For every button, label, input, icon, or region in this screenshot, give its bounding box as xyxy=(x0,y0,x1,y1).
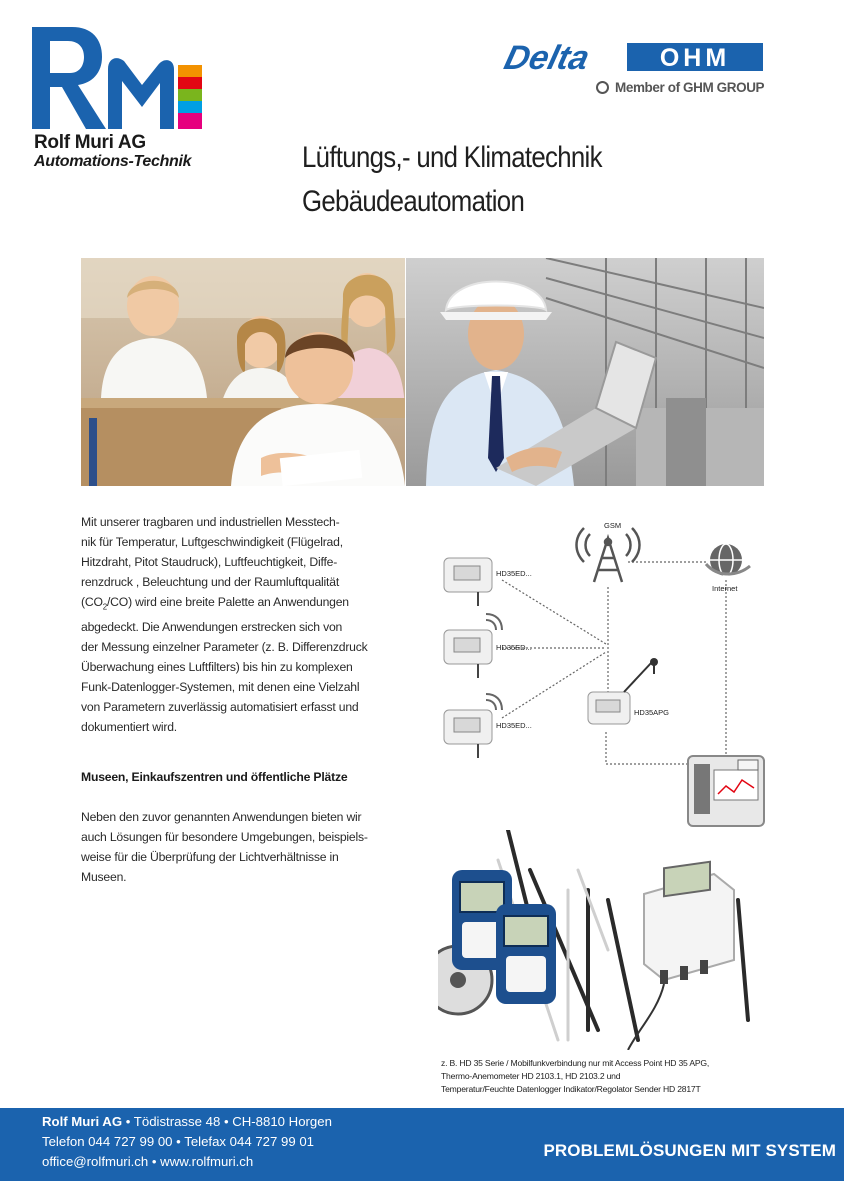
product-photo xyxy=(438,830,778,1050)
intro-line: Überwachung eines Luftfilters) bis hin zu komplexen xyxy=(81,660,353,675)
footer-address-line xyxy=(42,1112,332,1132)
rolf-muri-logo xyxy=(30,25,230,175)
classroom-photo xyxy=(81,258,405,486)
footer-phone: Telefon 044 727 99 00 • Telefax 044 727 99 01 xyxy=(42,1134,315,1149)
footer-address: • Tödistrasse 48 • CH-8810 Horgen xyxy=(122,1114,332,1129)
engineer-photo xyxy=(406,258,764,486)
museum-line: Neben den zuvor genannten Anwendungen bieten wir xyxy=(81,810,362,824)
logo-tagline: Automations-Technik xyxy=(34,153,192,170)
delta-wordmark: Delta xyxy=(500,39,594,77)
intro-paragraph xyxy=(81,512,411,737)
page-title xyxy=(302,136,602,224)
computer-icon xyxy=(688,756,764,826)
museum-line: auch Lösungen für besondere Umgebungen, beispiels- xyxy=(81,830,368,844)
museum-heading: Museen, Einkaufszentren und öffentliche Plätze xyxy=(81,770,348,784)
intro-line: dokumentiert wird. xyxy=(81,720,177,735)
intro-line: Hitzdraht, Pitot Staudruck), Luftfeuchtigkeit, Diffe- xyxy=(81,555,338,569)
co2-subscript: 2 xyxy=(102,602,107,612)
logger-device-icon xyxy=(444,614,502,678)
title-line-2: Gebäudeautomation xyxy=(302,185,525,218)
caption-line: Temperatur/Feuchte Datenlogger Indikator/Regolator Sender HD 2817T xyxy=(441,1084,701,1094)
ohm-wordmark: OHM xyxy=(659,44,731,72)
internet-globe-icon xyxy=(706,544,750,576)
footer-company: Rolf Muri AG xyxy=(42,1114,123,1129)
intro-line: Funk-Datenlogger-Systemen, mit denen eine Vielzahl xyxy=(81,680,360,695)
footer-contact xyxy=(42,1112,332,1172)
intro-line: renzdruck , Beleuchtung und der Raumluftqualität xyxy=(81,575,340,589)
footer-bar xyxy=(0,1108,844,1181)
caption-line: z. B. HD 35 Serie / Mobilfunkverbindung nur mit Access Point HD 35 APG, xyxy=(441,1058,710,1068)
logger-label: HD35ED... xyxy=(496,721,532,730)
footer-web[interactable]: office@rolfmuri.ch • www.rolfmuri.ch xyxy=(42,1154,254,1169)
network-diagram xyxy=(438,512,778,830)
intro-line-co2 xyxy=(81,592,411,617)
product-caption xyxy=(441,1057,781,1096)
ring-icon xyxy=(596,81,609,94)
title-line-1: Lüftungs,- und Klimatechnik xyxy=(302,141,602,174)
internet-label: Internet xyxy=(712,584,738,593)
co2-suffix: /CO) wird eine breite Palette an Anwendungen xyxy=(107,595,349,609)
delta-ohm-wordmark-icon xyxy=(497,35,767,77)
gsm-label: GSM xyxy=(604,521,622,530)
caption-line: Thermo-Anemometer HD 2103.1, HD 2103.2 und xyxy=(441,1071,621,1081)
intro-line: von Parametern zuverlässig automatisiert erfasst und xyxy=(81,700,359,715)
museum-line: weise für die Überprüfung der Lichtverhältnisse in xyxy=(81,850,339,864)
gsm-tower-icon xyxy=(577,528,640,582)
intro-line: nik für Temperatur, Luftgeschwindigkeit (Flügelrad, xyxy=(81,535,343,549)
access-point-label: HD35APG xyxy=(634,708,670,717)
footer-slogan: PROBLEMLÖSUNGEN MIT SYSTEM xyxy=(543,1141,836,1160)
museum-paragraph xyxy=(81,807,411,887)
logger-label: HD35ED... xyxy=(496,569,532,578)
intro-line: der Messung einzelner Parameter (z. B. Differenzdruck xyxy=(81,640,368,655)
intro-line: abgedeckt. Die Anwendungen erstrecken sich von xyxy=(81,620,343,635)
logger-device-icon xyxy=(444,558,492,606)
logo-company-name: Rolf Muri AG xyxy=(34,132,146,153)
logger-device-icon xyxy=(444,694,502,758)
museum-line: Museen. xyxy=(81,870,127,884)
logger-label: HD35ED... xyxy=(496,643,532,652)
group-membership xyxy=(596,80,764,95)
rm-monogram-icon xyxy=(30,25,210,133)
member-text: Member of GHM GROUP xyxy=(615,80,765,95)
intro-line: Mit unserer tragbaren und industriellen Messtech- xyxy=(81,515,340,529)
co2-prefix: (CO xyxy=(81,595,103,609)
